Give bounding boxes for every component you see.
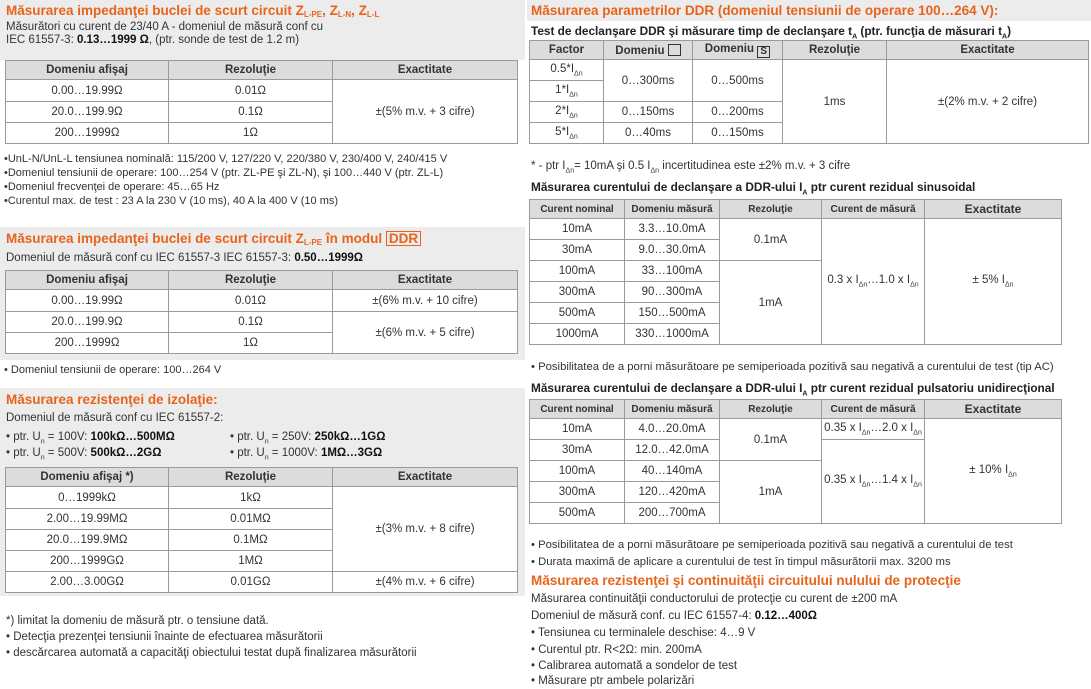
text-line: Domeniul de măsură conf cu IEC 61557-2: (6, 412, 224, 424)
table-cell: 0.1MΩ (169, 530, 333, 551)
section-title-continuity: Măsurarea rezistenţei şi continuităţii circuitului nulului de protecţie (531, 573, 961, 588)
text-line: Măsurarea continuităţii conductorului de protecţie cu curent de ±200 mA (531, 593, 898, 605)
table-cell: ±(3% m.v. + 8 cifre) (333, 487, 518, 572)
table-header: Curent de măsură (822, 400, 925, 419)
table-cell: 300mA (530, 482, 625, 503)
table-cell: 0.1Ω (169, 102, 333, 123)
table-cell: 10mA (530, 219, 625, 240)
table-cell: 1kΩ (169, 487, 333, 509)
table-cell: 12.0…42.0mA (625, 440, 720, 461)
table-cell: 33…100mA (625, 261, 720, 282)
list-item: • Măsurare ptr ambele polarizări (531, 675, 695, 687)
table-cell: ± 5% $I_{\Delta n}$ (925, 219, 1062, 345)
table-cell: $5*I_{\Delta n}$ (530, 123, 604, 144)
table-cell: 0.01Ω (169, 290, 333, 312)
note-line: • Posibilitatea de a porni măsurătoare pe semiperioada pozitivă sau negativă a curentului de test (531, 539, 1013, 551)
table-header: Domeniu măsură (625, 200, 720, 219)
table-header: Domeniu afişaj *) (6, 468, 169, 487)
table-cell: $1*I_{\Delta n}$ (530, 81, 604, 102)
table-header: Rezoluţie (720, 400, 822, 419)
table-cell: $2*I_{\Delta n}$ (530, 102, 604, 123)
table-header: Exactitate (333, 271, 518, 290)
range-item: • ptr. $U_n = 1000V$: 1MΩ…3GΩ (230, 447, 383, 462)
table-cell: 0.01Ω (169, 80, 333, 102)
table-header: Domeniu afişaj (6, 271, 169, 290)
table-cell: 1Ω (169, 123, 333, 144)
table-header: Rezoluţie (169, 271, 333, 290)
table-cell: 2.00…19.99MΩ (6, 509, 169, 530)
table-cell: 120…420mA (625, 482, 720, 503)
range-item: • ptr. $U_n = 250V$: 250kΩ…1GΩ (230, 431, 386, 446)
table-cell: 1000mA (530, 324, 625, 345)
table-header: Domeniu măsură (625, 400, 720, 419)
table-ddr-sinusoidal (529, 199, 1062, 345)
table-cell: 0…150ms (604, 102, 693, 123)
table-cell: 150…500mA (625, 303, 720, 324)
table-cell: 4.0…20.0mA (625, 419, 720, 440)
table-cell: 30mA (530, 440, 625, 461)
table-cell: 0.35 x $I_{\Delta n}\dots 2.0$ x $I_{\Delta n}$ (822, 419, 925, 440)
section-title-loop-impedance-ddr: Măsurarea impedanţei buclei de scurt circuit $Z_{L-PE}$ în modul DDR (6, 231, 421, 247)
note-line: •Domeniul tensiunii de operare: 100…254 V (ptr. ZL-PE şi ZL-N), şi 100…440 V (ptr. ZL-L) (4, 167, 444, 179)
table-cell: 9.0…30.0mA (625, 240, 720, 261)
table-cell: 1MΩ (169, 551, 333, 572)
table-cell: ±(6% m.v. + 10 cifre) (333, 290, 518, 312)
table-cell: 500mA (530, 503, 625, 524)
table-cell: 200…1999Ω (6, 333, 169, 354)
table-cell: 30mA (530, 240, 625, 261)
table-cell: ± 10% $I_{\Delta n}$ (925, 419, 1062, 524)
table-cell: 330…1000mA (625, 324, 720, 345)
text-line: IEC 61557-3: 0.13…1999 Ω, (ptr. sonde de test de 1.2 m) (6, 34, 300, 46)
table-cell: 0…500ms (693, 60, 783, 102)
note-line: • Durata maximă de aplicare a curentului de test în timpul măsurătorii max. 3200 ms (531, 556, 951, 568)
table-header: Rezoluţie (783, 41, 887, 60)
text-line: Domeniul de măsură conf. cu IEC 61557-4: 0.12…400Ω (531, 610, 818, 622)
section-title-insulation: Măsurarea rezistenţei de izolaţie: (6, 392, 218, 407)
note-line: •Curentul max. de test : 23 A la 230 V (10 ms), 40 A la 400 V (10 ms) (4, 195, 339, 207)
table-header: Exactitate (333, 61, 518, 80)
table-cell: 40…140mA (625, 461, 720, 482)
table-cell: 0.01GΩ (169, 572, 333, 593)
table-header: Rezoluţie (169, 61, 333, 80)
table-cell: 200…1999GΩ (6, 551, 169, 572)
table-loop-impedance (5, 60, 518, 144)
table-cell: 0…150ms (693, 123, 783, 144)
table-cell: 10mA (530, 419, 625, 440)
note-line: •UnL-N/UnL-L tensiunea nominală: 115/200 V, 127/220 V, 220/380 V, 230/400 V, 240/415 V (4, 153, 448, 165)
table-cell: ±(6% m.v. + 5 cifre) (333, 312, 518, 354)
subtitle-ddr-sinusoidal: Măsurarea curentului de declanşare a DDR-ului $I_A$ ptr curent rezidual sinusoidal (531, 180, 976, 197)
table-header: Curent de măsură (822, 200, 925, 219)
subtitle-ddr-pulsating: Măsurarea curentului de declanşare a DDR-ului $I_A$ ptr curent rezidual pulsatoriu unidirecţional (531, 381, 1055, 398)
table-cell: 200…1999Ω (6, 123, 169, 144)
table-cell: 0…40ms (604, 123, 693, 144)
table-cell: ±(2% m.v. + 2 cifre) (887, 60, 1089, 144)
subtitle-ddr-trip-test: Test de declanşare DDR şi măsurare timp de declanşare $t_A$ (ptr. funcţia de măsurari $t_A$) (531, 24, 1011, 41)
table-cell: 0.01MΩ (169, 509, 333, 530)
section-title-ddr: Măsurarea parametrilor DDR (domeniul tensiunii de operare 100…264 V): (531, 3, 999, 18)
note-line: • Detecţia prezenţei tensiunii înainte de efectuarea măsurătorii (6, 631, 323, 643)
table-cell: 200…700mA (625, 503, 720, 524)
table-cell: 1Ω (169, 333, 333, 354)
table-header: Factor (530, 41, 604, 60)
table-cell: 0.1mA (720, 419, 822, 461)
table-header: Rezoluţie (169, 468, 333, 487)
table-cell: 1mA (720, 261, 822, 345)
table-cell: 0…1999kΩ (6, 487, 169, 509)
table-cell: 100mA (530, 261, 625, 282)
table-cell: 1mA (720, 461, 822, 524)
table-header: Exactitate (925, 200, 1062, 219)
table-header: Exactitate (333, 468, 518, 487)
table-cell: 20.0…199.9Ω (6, 102, 169, 123)
note-line: * - ptr $I_{\Delta n}= 10mA$ şi 0.5 $I_{\Delta n}$ incertitudinea este ±2% m.v. + 3 cifre (531, 160, 851, 175)
table-insulation (5, 467, 518, 593)
table-cell: 300mA (530, 282, 625, 303)
table-cell: 500mA (530, 303, 625, 324)
table-cell: 0.35 x $I_{\Delta n}\dots 1.4$ x $I_{\Delta n}$ (822, 440, 925, 524)
table-header: Curent nominal (530, 200, 625, 219)
table-cell: $0.5*I_{\Delta n}$ (530, 60, 604, 81)
note-line: • descărcarea automată a capacităţi obiectului testat după finalizarea măsurătorii (6, 647, 417, 659)
table-header: Domeniu S (693, 41, 783, 60)
table-cell: 20.0…199.9Ω (6, 312, 169, 333)
table-cell: 100mA (530, 461, 625, 482)
list-item: • Calibrarea automată a sondelor de test (531, 660, 738, 672)
table-cell: 90…300mA (625, 282, 720, 303)
range-item: • ptr. $U_n = 500V$: 500kΩ…2GΩ (6, 447, 162, 462)
section-title-loop-impedance: Măsurarea impedanţei buclei de scurt circuit $Z_{L-PE}$, $Z_{L-N}$, $Z_{L-L}$ (6, 3, 380, 19)
list-item: • Tensiunea cu terminalele deschise: 4…9 V (531, 627, 756, 639)
table-cell: 0.1mA (720, 219, 822, 261)
note-line: • Domeniul tensiunii de operare: 100…264 V (4, 364, 222, 376)
table-cell: 20.0…199.9MΩ (6, 530, 169, 551)
table-cell: 2.00…3.00GΩ (6, 572, 169, 593)
table-header: Domeniu afişaj (6, 61, 169, 80)
table-ddr-trip (529, 40, 1089, 144)
table-header: Rezoluţie (720, 200, 822, 219)
table-cell: 0.00…19.99Ω (6, 80, 169, 102)
table-cell: 0.3 x $I_{\Delta n}\dots 1.0$ x $I_{\Delta n}$ (822, 219, 925, 345)
table-header: Domeniu (604, 41, 693, 60)
table-cell: 3.3…10.0mA (625, 219, 720, 240)
text-line: Măsurători cu curent de 23/40 A - domeniul de măsură conf cu (6, 21, 324, 33)
note-line: *) limitat la domeniu de măsură ptr. o tensiune dată. (6, 615, 269, 627)
table-header: Exactitate (887, 41, 1089, 60)
table-cell: 0.00…19.99Ω (6, 290, 169, 312)
note-line: • Posibilitatea de a porni măsurătoare pe semiperioada pozitivă sau negativă a curentului de test (tip AC) (531, 361, 1054, 373)
table-cell: 0…200ms (693, 102, 783, 123)
table-ddr-pulsating (529, 399, 1062, 524)
table-cell: 1ms (783, 60, 887, 144)
text-line: Domeniul de măsură conf cu IEC 61557-3 IEC 61557-3: 0.50…1999Ω (6, 252, 363, 264)
range-item: • ptr. $U_n = 100V$: 100kΩ…500MΩ (6, 431, 175, 446)
table-cell: ±(5% m.v. + 3 cifre) (333, 80, 518, 144)
note-line: •Domeniul frecvenţei de operare: 45…65 Hz (4, 181, 220, 193)
table-header: Exactitate (925, 400, 1062, 419)
table-cell: 0.1Ω (169, 312, 333, 333)
table-loop-impedance-ddr (5, 270, 518, 354)
table-header: Curent nominal (530, 400, 625, 419)
list-item: • Curentul ptr. R<2Ω: min. 200mA (531, 644, 702, 656)
table-cell: ±(4% m.v. + 6 cifre) (333, 572, 518, 593)
table-cell: 0…300ms (604, 60, 693, 102)
